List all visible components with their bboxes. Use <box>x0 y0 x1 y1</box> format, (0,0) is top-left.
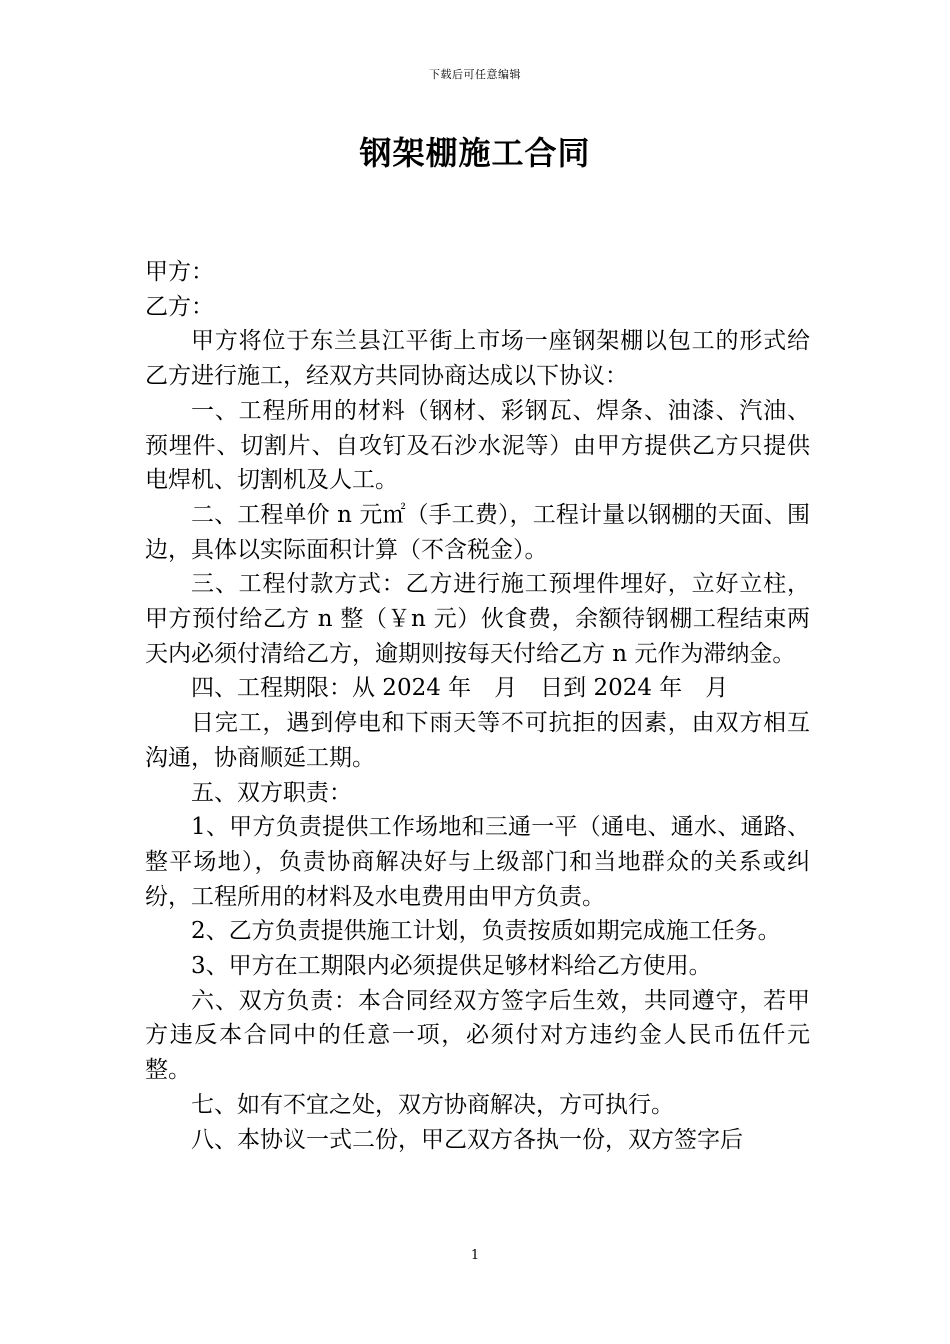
clause-responsibilities-heading: 五、双方职责： <box>191 779 352 806</box>
clause-unit-price: 二、工程单价 n 元㎡（手工费），工程计量以钢棚的天面、围边，具体以实际面积计算（不含税金）。 <box>145 501 810 563</box>
intro-paragraph: 甲方将位于东兰县江平街上市场一座钢架棚以包工的形式给乙方进行施工，经双方共同协商达成以下协议： <box>145 328 810 390</box>
header-note: 下载后可任意编辑 <box>429 68 521 81</box>
clause-duration: 四、工程期限：从 2024 年 月 日到 2024 年 月 <box>191 675 729 702</box>
clause-payment: 三、工程付款方式：乙方进行施工预埋件埋好，立好立柱，甲方预付给乙方 n 整（￥n 元）伙食费，余额待钢棚工程结束两天内必须付清给乙方，逾期则按每天付给乙方 n 元作为滞纳金。 <box>145 571 810 667</box>
responsibility-item-2: 2、乙方负责提供施工计划，负责按质如期完成施工任务。 <box>191 918 781 945</box>
party-a-label: 甲方： <box>145 259 214 285</box>
party-b-label: 乙方： <box>145 293 214 320</box>
contract-body <box>145 255 810 1157</box>
responsibility-item-3: 3、甲方在工期限内必须提供足够材料给乙方使用。 <box>191 953 712 980</box>
responsibility-item-1: 1、甲方负责提供工作场地和三通一平（通电、通水、通路、整平场地），负责协商解决好与上级部门和当地群众的关系或纠纷，工程所用的材料及水电费用由甲方负责。 <box>145 814 810 910</box>
page-number: 1 <box>470 1248 480 1263</box>
clause-duration-continued: 日完工，遇到停电和下雨天等不可抗拒的因素，由双方相互沟通，协商顺延工期。 <box>145 710 810 771</box>
clause-disputes: 七、如有不宜之处，双方协商解决，方可执行。 <box>191 1091 674 1118</box>
clause-liability: 六、双方负责：本合同经双方签字后生效，共同遵守，若甲方违反本合同中的任意一项，必须付对方违约金人民币伍仟元整。 <box>145 987 810 1084</box>
clause-materials: 一、工程所用的材料（钢材、彩钢瓦、焊条、油漆、汽油、预埋件、切割片、自攻钉及石沙水泥等）由甲方提供乙方只提供电焊机、切割机及人工。 <box>145 397 810 494</box>
page-title: 钢架棚施工合同 <box>359 134 591 172</box>
clause-copies: 八、本协议一式二份，甲乙双方各执一份，双方签字后 <box>191 1126 743 1153</box>
